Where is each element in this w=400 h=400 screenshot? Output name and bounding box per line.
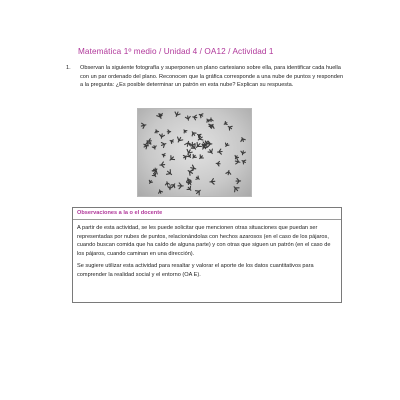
footprint-mark bbox=[186, 186, 192, 192]
footprint-mark bbox=[207, 148, 214, 155]
bird-footprints-photo bbox=[137, 108, 252, 197]
footprint-mark bbox=[168, 155, 175, 162]
footprint-mark bbox=[232, 185, 240, 193]
footprint-mark bbox=[217, 149, 222, 155]
footprint-mark bbox=[207, 141, 212, 147]
footprint-mark bbox=[167, 130, 171, 134]
footprint-mark bbox=[234, 155, 239, 160]
footprint-mark bbox=[210, 178, 216, 184]
footprint-mark bbox=[240, 150, 245, 155]
footprint-mark bbox=[165, 181, 170, 185]
footprint-mark bbox=[235, 159, 241, 165]
footprint-mark bbox=[158, 189, 163, 194]
footprint-mark bbox=[154, 129, 159, 133]
footprint-mark bbox=[195, 188, 202, 195]
footprint-mark bbox=[169, 139, 174, 144]
footprint-mark bbox=[176, 136, 184, 143]
footprint-mark bbox=[168, 186, 173, 190]
footprint-mark bbox=[141, 122, 147, 128]
footprint-mark bbox=[166, 169, 174, 177]
footprint-mark bbox=[226, 170, 232, 175]
footprint-mark bbox=[205, 118, 210, 123]
footprint-mark bbox=[236, 178, 241, 183]
footprint-mark bbox=[189, 142, 195, 147]
footprint-mark bbox=[240, 137, 246, 143]
footprint-mark bbox=[216, 161, 220, 166]
footprint-mark bbox=[192, 115, 197, 120]
footprint-mark bbox=[178, 183, 183, 189]
footprint-mark bbox=[174, 111, 181, 117]
footprint-mark bbox=[241, 159, 247, 165]
activity-text: Observan la siguiente fotografía y superponen un plano cartesiano sobre ella, para identificar cada huella con un par ordenado del plano. Reconocen que la gráfica corresponde a una nube de puntos y responden a la pregunta: ¿Es posible determinar un patrón en esta nube? Explican su respuesta. bbox=[80, 65, 344, 89]
footprints-image bbox=[138, 109, 251, 196]
footprint-mark bbox=[227, 125, 233, 131]
footprint-mark bbox=[152, 145, 157, 149]
footprint-mark bbox=[223, 121, 227, 126]
activity-item bbox=[66, 64, 344, 90]
footprint-mark bbox=[196, 133, 201, 138]
footprint-mark bbox=[161, 153, 165, 158]
activity-number: 1. bbox=[66, 65, 71, 71]
footprint-mark bbox=[148, 180, 153, 185]
footprint-mark bbox=[185, 116, 191, 121]
footprint-mark bbox=[159, 133, 165, 138]
teacher-notes-title: Observaciones a la o el docente bbox=[73, 210, 341, 220]
teacher-notes-paragraph: Se sugiere utilizar esta actividad para resaltar y valorar el aporte de los datos cuantitativos para comprender la realidad social y el entorno (OA E). bbox=[77, 263, 314, 278]
footprint-mark bbox=[191, 154, 197, 159]
footprint-mark bbox=[160, 141, 166, 148]
teacher-notes-box bbox=[72, 207, 342, 303]
teacher-notes-paragraph: A partir de esta actividad, se les puede solicitar que mencionen otras situaciones que puedan ser representadas por nubes de puntos, relacionándolas con hechos azarosos (en el caso de los pájaros, cuando buscan comida que ha caído de alguna parte) y con otras que siguen un patrón (en el caso de los pájaros, cuando caminan en una dirección). bbox=[77, 225, 331, 257]
footprint-mark bbox=[198, 154, 204, 160]
footprint-mark bbox=[160, 162, 165, 168]
footprint-mark bbox=[190, 130, 196, 136]
footprint-mark bbox=[198, 112, 203, 118]
page-title: Matemática 1º medio / Unidad 4 / OA12 / Actividad 1 bbox=[78, 47, 274, 56]
footprint-mark bbox=[183, 129, 188, 134]
footprint-mark bbox=[224, 142, 229, 147]
footprint-mark bbox=[195, 176, 200, 181]
